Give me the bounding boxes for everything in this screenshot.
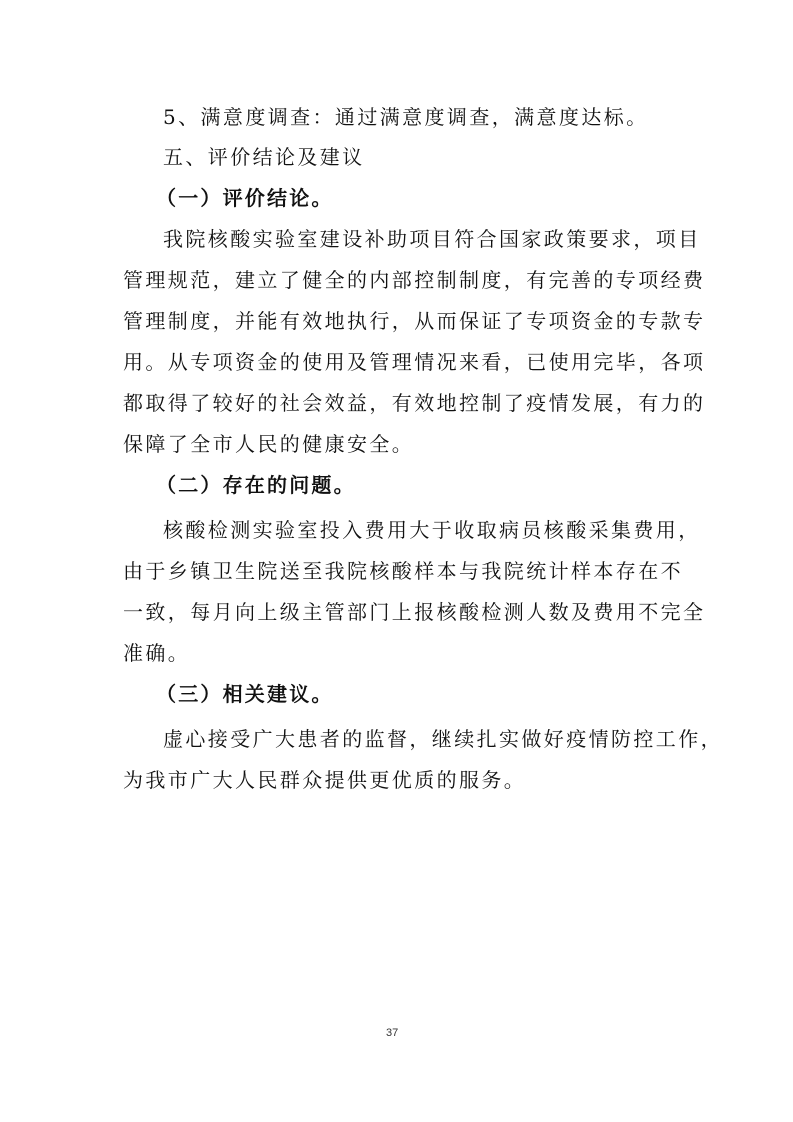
paragraph-2-line-1: 核酸检测实验室投入费用大于收取病员核酸采集费用， bbox=[163, 518, 701, 542]
paragraph-3-line-1: 虚心接受广大患者的监督，继续扎实做好疫情防控工作， bbox=[163, 727, 723, 751]
paragraph-1-line-3: 管理制度，并能有效地执行，从而保证了专项资金的专款专 bbox=[123, 309, 706, 333]
paragraph-1-line-1: 我院核酸实验室建设补助项目符合国家政策要求，项目 bbox=[163, 227, 701, 251]
paragraph-2-line-4: 准确。 bbox=[123, 641, 191, 665]
subsection-1-heading: （一）评价结论。 bbox=[156, 186, 334, 210]
section-5-heading: 五、评价结论及建议 bbox=[163, 145, 365, 169]
page-number: 37 bbox=[386, 1027, 399, 1039]
paragraph-2-line-2: 由于乡镇卫生院送至我院核酸样本与我院统计样本存在不 bbox=[123, 559, 683, 583]
paragraph-1-line-4: 用。从专项资金的使用及管理情况来看，已使用完毕，各项 bbox=[123, 350, 706, 374]
subsection-2-heading: （二）存在的问题。 bbox=[156, 473, 356, 497]
paragraph-2-line-3: 一致，每月向上级主管部门上报核酸检测人数及费用不完全 bbox=[123, 600, 706, 624]
item-5-satisfaction-survey: 5、满意度调查：通过满意度调查，满意度达标。 bbox=[163, 105, 649, 129]
subsection-3-heading: （三）相关建议。 bbox=[156, 682, 334, 706]
paragraph-3-line-2: 为我市广大人民群众提供更优质的服务。 bbox=[123, 768, 527, 792]
paragraph-1-line-5: 都取得了较好的社会效益，有效地控制了疫情发展，有力的 bbox=[123, 391, 706, 415]
paragraph-1-line-6: 保障了全市人民的健康安全。 bbox=[123, 432, 415, 456]
paragraph-1-line-2: 管理规范，建立了健全的内部控制制度，有完善的专项经费 bbox=[123, 268, 706, 292]
